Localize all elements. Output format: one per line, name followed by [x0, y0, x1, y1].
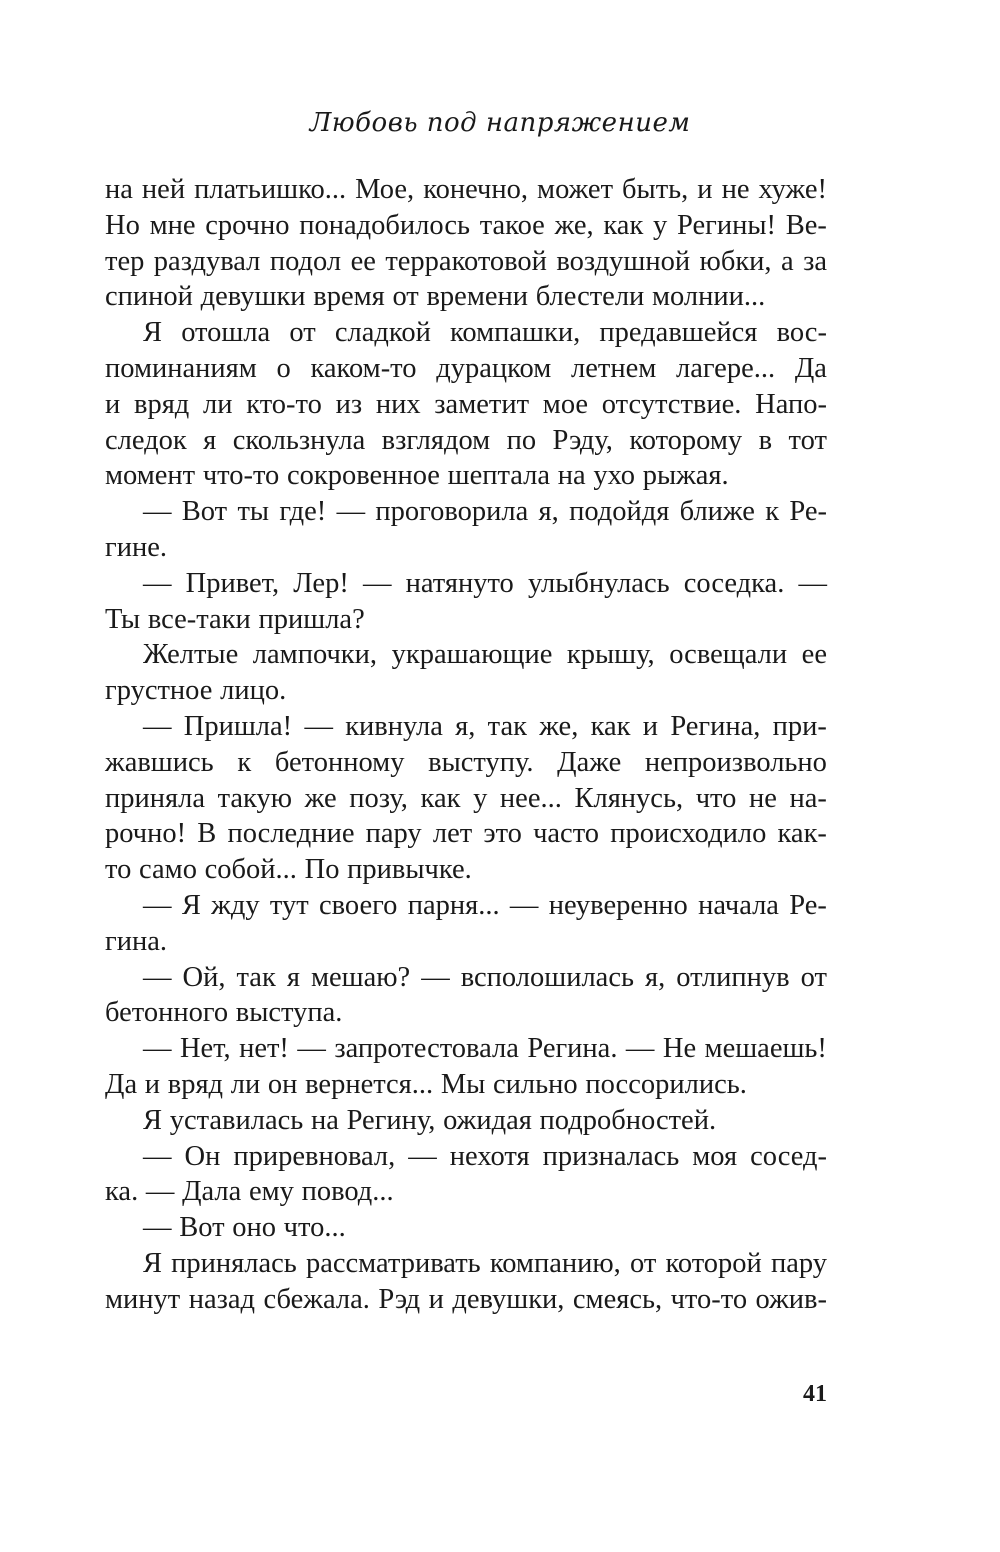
body-text [105, 172, 827, 1318]
text-line: — Привет, Лер! — натянуто улыбнулась соседка. — [143, 567, 827, 599]
text-line: то само собой... По привычке. [105, 854, 472, 886]
text-line: спиной девушки время от времени блестели молнии... [105, 281, 766, 313]
text-line: Но мне срочно понадобилось такое же, как у Регины! Ве- [105, 209, 827, 241]
text-line: — Я жду тут своего парня... — неуверенно начала Ре- [143, 889, 827, 921]
text-line: рочно! В последние пару лет это часто происходило как- [105, 818, 827, 850]
text-line: грустное лицо. [105, 675, 287, 707]
text-line: — Вот оно что... [143, 1212, 346, 1244]
text-line: — Пришла! — кивнула я, так же, как и Регина, при- [143, 710, 827, 742]
text-line: Я принялась рассматривать компанию, от которой пару [143, 1247, 827, 1279]
text-line: Да и вряд ли он вернется... Мы сильно поссорились. [105, 1068, 747, 1100]
page-number: 41 [803, 1381, 827, 1407]
running-header: Любовь под напряжением [309, 108, 691, 138]
text-line: жавшись к бетонному выступу. Даже непроизвольно [105, 746, 827, 778]
text-line: — Он приревновал, — нехотя призналась моя сосед- [143, 1140, 827, 1172]
text-line: и вряд ли кто-то из них заметит мое отсутствие. Напо- [105, 388, 827, 420]
text-line: Я уставилась на Регину, ожидая подробностей. [143, 1104, 717, 1136]
text-line: — Нет, нет! — запротестовала Регина. — Не мешаешь! [143, 1033, 827, 1065]
text-line: момент что-то сокровенное шептала на ухо рыжая. [105, 460, 729, 492]
text-line: ка. — Дала ему повод... [105, 1176, 394, 1208]
text-line: приняла такую же позу, как у нее... Клянусь, что не на- [105, 782, 827, 814]
text-line: тер раздувал подол ее терракотовой воздушной юбки, а за [105, 245, 827, 277]
text-line: — Ой, так я мешаю? — всполошилась я, отлипнув от [143, 961, 827, 993]
text-line: гина. [105, 925, 167, 957]
text-line: минут назад сбежала. Рэд и девушки, смеясь, что-то ожив- [105, 1283, 827, 1315]
text-line: бетонного выступа. [105, 997, 343, 1029]
text-line: на ней платьишко... Мое, конечно, может быть, и не хуже! [105, 174, 827, 205]
text-line: Я отошла от сладкой компашки, предавшейся вос- [143, 317, 827, 349]
text-line: следок я скользнула взглядом по Рэду, которому в тот [105, 424, 827, 456]
text-line: — Вот ты где! — проговорила я, подойдя ближе к Ре- [143, 496, 827, 528]
text-line: Ты все-таки пришла? [105, 603, 365, 635]
text-line: поминаниям о каком-то дурацком летнем лагере... Да [105, 352, 827, 384]
text-line: Желтые лампочки, украшающие крышу, освещали ее [143, 639, 827, 671]
text-line: гине. [105, 531, 167, 563]
